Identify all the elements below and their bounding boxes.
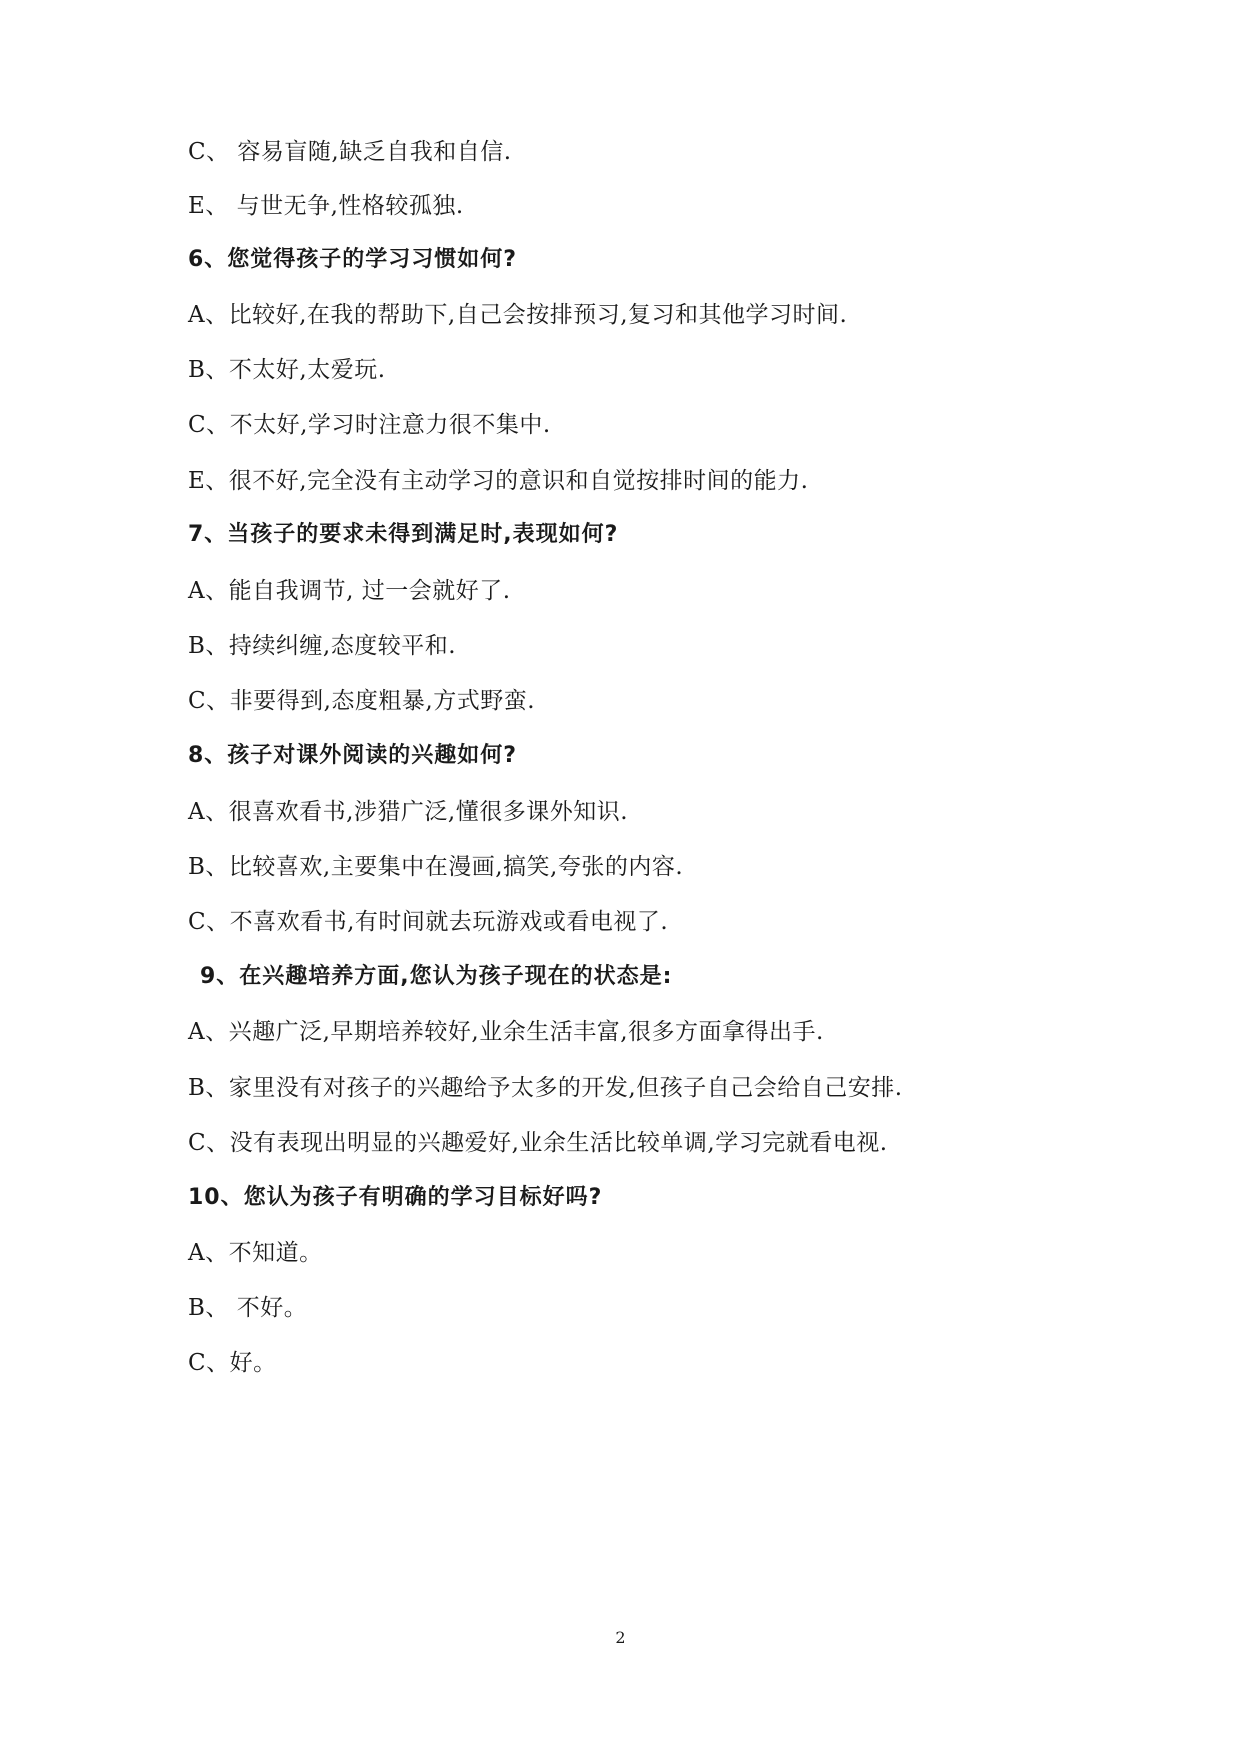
option-8c: C、不喜欢看书,有时间就去玩游戏或看电视了.	[188, 909, 669, 935]
option-8b: B、比较喜欢,主要集中在漫画,搞笑,夸张的内容.	[188, 854, 684, 880]
option-6b: B、不太好,太爱玩.	[188, 357, 386, 383]
option-10b: B、 不好。	[188, 1295, 308, 1321]
option-10c: C、好。	[188, 1350, 277, 1376]
option-5e: E、 与世无争,性格较孤独.	[188, 193, 464, 219]
option-10a: A、不知道。	[188, 1240, 323, 1266]
option-5c: C、 容易盲随,缺乏自我和自信.	[188, 139, 512, 165]
question-9: 9、在兴趣培养方面,您认为孩子现在的状态是:	[200, 964, 673, 989]
option-6e: E、很不好,完全没有主动学习的意识和自觉按排时间的能力.	[188, 468, 809, 494]
option-7b: B、持续纠缠,态度较平和.	[188, 633, 457, 659]
option-9a: A、兴趣广泛,早期培养较好,业余生活丰富,很多方面拿得出手.	[188, 1019, 824, 1045]
option-7c: C、非要得到,态度粗暴,方式野蛮.	[188, 688, 536, 714]
option-6c: C、不太好,学习时注意力很不集中.	[188, 412, 551, 438]
question-6: 6、您觉得孩子的学习习惯如何?	[188, 247, 518, 272]
question-8: 8、孩子对课外阅读的兴趣如何?	[188, 743, 518, 768]
page-number: 2	[615, 1628, 626, 1647]
option-7a: A、能自我调节, 过一会就好了.	[188, 578, 511, 604]
question-7: 7、当孩子的要求未得到满足时,表现如何?	[188, 522, 619, 547]
option-9c: C、没有表现出明显的兴趣爱好,业余生活比较单调,学习完就看电视.	[188, 1130, 888, 1156]
option-9b: B、家里没有对孩子的兴趣给予太多的开发,但孩子自己会给自己安排.	[188, 1075, 903, 1101]
question-10: 10、您认为孩子有明确的学习目标好吗?	[188, 1185, 603, 1210]
option-8a: A、很喜欢看书,涉猎广泛,懂很多课外知识.	[188, 799, 629, 825]
option-6a: A、比较好,在我的帮助下,自己会按排预习,复习和其他学习时间.	[188, 302, 848, 328]
